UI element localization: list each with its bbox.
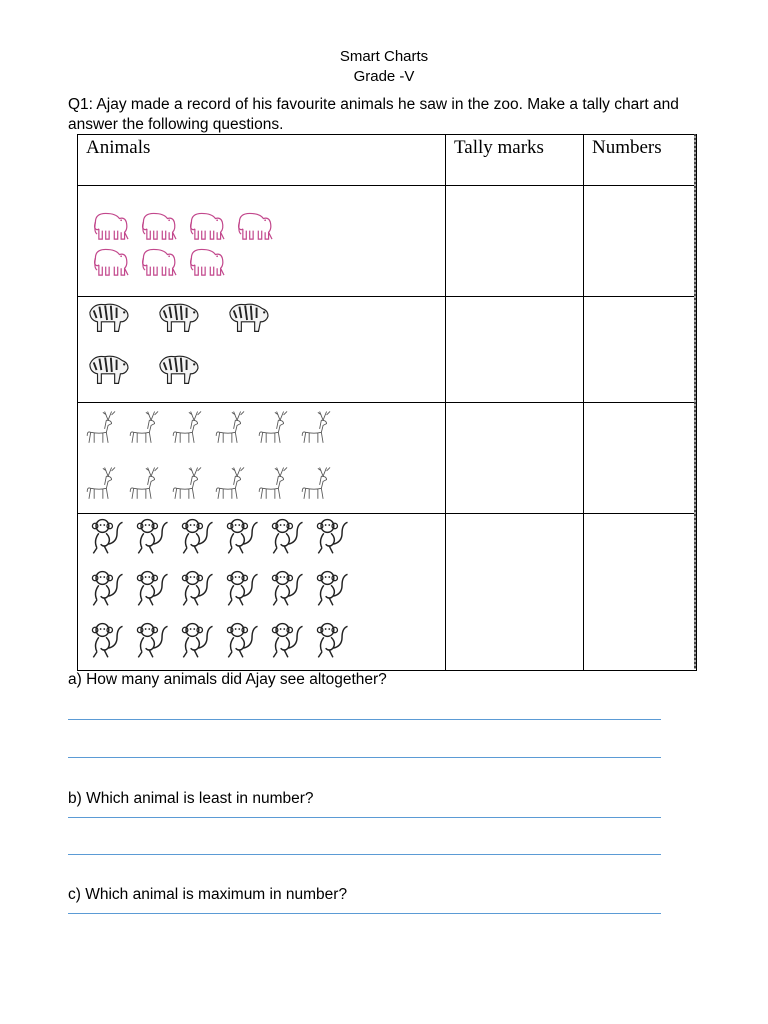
elephant-icon xyxy=(88,210,132,246)
monkey-icon xyxy=(266,618,308,662)
numbers-cell[interactable] xyxy=(584,403,697,514)
question-c: c) Which animal is maximum in number? xyxy=(68,886,348,903)
deer-icon xyxy=(168,463,208,505)
deer-icon xyxy=(168,407,208,449)
header-animals: Animals xyxy=(78,135,446,186)
answer-line[interactable] xyxy=(68,719,661,720)
numbers-cell[interactable] xyxy=(584,297,697,403)
monkey-icon xyxy=(176,618,218,662)
elephant-icon xyxy=(232,210,276,246)
deer-icon xyxy=(125,407,165,449)
monkey-icon xyxy=(311,618,353,662)
animal-cell-monkeys xyxy=(78,514,446,671)
animal-cell-elephants xyxy=(78,186,446,297)
monkey-icon xyxy=(311,514,353,558)
table-row xyxy=(78,403,697,514)
tally-marks-cell[interactable] xyxy=(446,186,584,297)
elephant-icon xyxy=(136,246,180,282)
monkey-icon xyxy=(311,566,353,610)
deer-icon xyxy=(82,407,122,449)
monkey-icon xyxy=(131,514,173,558)
monkey-icon xyxy=(131,566,173,610)
elephant-icon xyxy=(88,246,132,282)
animal-cell-deer xyxy=(78,403,446,514)
deer-icon xyxy=(211,463,251,505)
deer-icon xyxy=(254,463,294,505)
tiger-icon xyxy=(84,299,132,339)
answer-line[interactable] xyxy=(68,913,661,914)
monkey-icon xyxy=(86,514,128,558)
tally-marks-cell[interactable] xyxy=(446,297,584,403)
table-row xyxy=(78,297,697,403)
tally-marks-cell[interactable] xyxy=(446,403,584,514)
elephant-icon xyxy=(184,210,228,246)
header-tally-marks: Tally marks xyxy=(446,135,584,186)
table-row xyxy=(78,514,697,671)
tiger-icon xyxy=(154,299,202,339)
deer-icon xyxy=(211,407,251,449)
tiger-icon xyxy=(224,299,272,339)
monkey-icon xyxy=(221,618,263,662)
tiger-icon xyxy=(154,351,202,391)
monkey-icon xyxy=(176,566,218,610)
monkey-icon xyxy=(86,566,128,610)
monkey-icon xyxy=(131,618,173,662)
tally-marks-cell[interactable] xyxy=(446,514,584,671)
answer-line[interactable] xyxy=(68,757,661,758)
table-right-edge xyxy=(694,134,696,669)
animal-cell-tigers xyxy=(78,297,446,403)
question-b: b) Which animal is least in number? xyxy=(68,790,314,807)
monkey-icon xyxy=(221,566,263,610)
monkey-icon xyxy=(266,566,308,610)
worksheet-grade: Grade -V xyxy=(353,68,415,85)
answer-line[interactable] xyxy=(68,854,661,855)
deer-icon xyxy=(125,463,165,505)
numbers-cell[interactable] xyxy=(584,514,697,671)
answer-line[interactable] xyxy=(68,817,661,818)
header-numbers: Numbers xyxy=(584,135,697,186)
table-header-row xyxy=(78,135,697,186)
elephant-icon xyxy=(184,246,228,282)
question-a: a) How many animals did Ajay see altogether? xyxy=(68,671,387,688)
deer-icon xyxy=(82,463,122,505)
monkey-icon xyxy=(221,514,263,558)
deer-icon xyxy=(254,407,294,449)
deer-icon xyxy=(297,407,337,449)
monkey-icon xyxy=(86,618,128,662)
tally-chart-table xyxy=(77,134,697,671)
numbers-cell[interactable] xyxy=(584,186,697,297)
worksheet-title: Smart Charts xyxy=(339,48,429,65)
elephant-icon xyxy=(136,210,180,246)
table-row xyxy=(78,186,697,297)
tiger-icon xyxy=(84,351,132,391)
deer-icon xyxy=(297,463,337,505)
question-1-text: Q1: Ajay made a record of his favourite animals he saw in the zoo. Make a tally chart and answer the following questions. xyxy=(68,96,679,133)
monkey-icon xyxy=(176,514,218,558)
monkey-icon xyxy=(266,514,308,558)
